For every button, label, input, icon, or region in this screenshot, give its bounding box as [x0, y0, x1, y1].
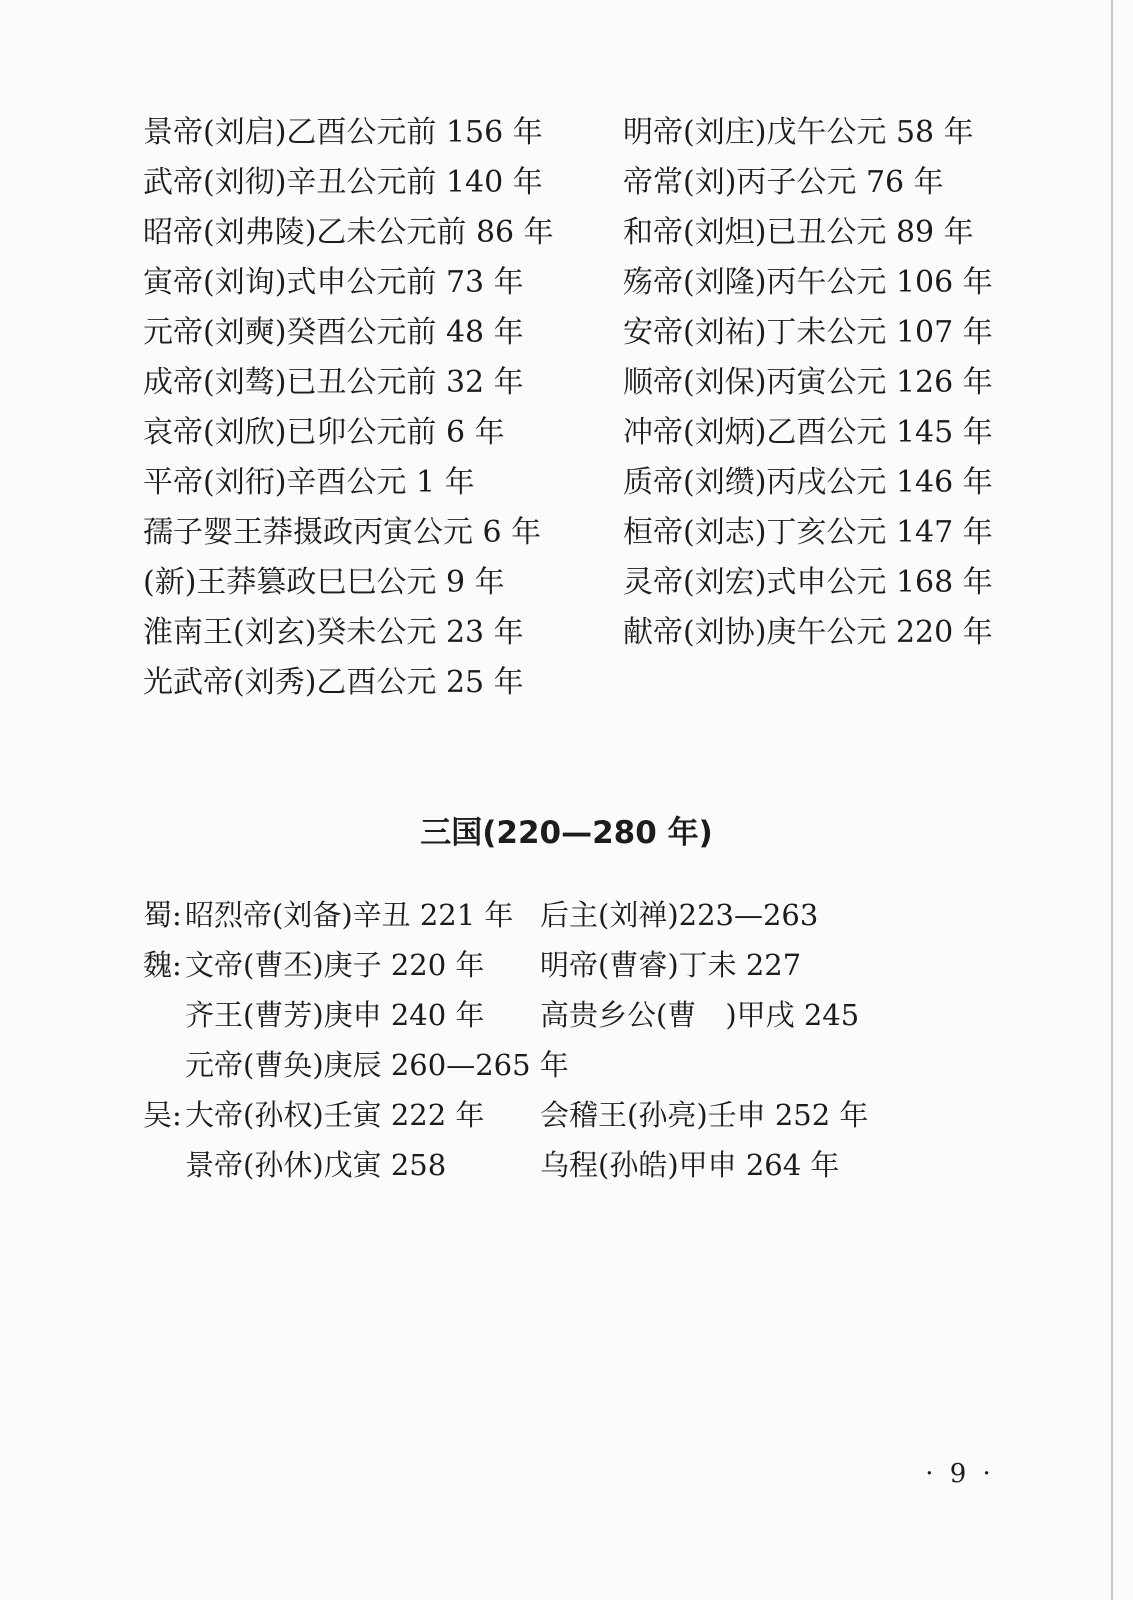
list-item: 淮南王(刘玄)癸未公元 23 年	[143, 615, 524, 650]
kingdom-name: 吴:	[143, 1098, 182, 1132]
list-item: 帝常(刘)丙子公元 76 年	[623, 165, 944, 200]
ruler-entry: 大帝(孙权)壬寅 222 年	[185, 1098, 485, 1132]
kingdom-name: 蜀:	[143, 898, 182, 932]
list-item: 殇帝(刘隆)丙午公元 106 年	[623, 265, 993, 300]
list-item: 献帝(刘协)庚午公元 220 年	[623, 615, 993, 650]
list-item: 成帝(刘骜)已丑公元前 32 年	[143, 365, 524, 400]
ruler-entry: 齐王(曹芳)庚申 240 年	[185, 998, 485, 1032]
han-emperor-list-right	[623, 108, 993, 658]
page-edge-line	[1111, 0, 1113, 1600]
list-item: 哀帝(刘欣)已卯公元前 6 年	[143, 415, 505, 450]
list-item: 昭帝(刘弗陵)乙未公元前 86 年	[143, 215, 554, 250]
list-item: 冲帝(刘炳)乙酉公元 145 年	[623, 415, 993, 450]
kingdom-name: 魏:	[143, 948, 182, 982]
han-emperor-list-left	[143, 108, 554, 708]
list-item: 孺子婴王莽摄政丙寅公元 6 年	[143, 515, 542, 550]
list-item: 顺帝(刘保)丙寅公元 126 年	[623, 365, 993, 400]
ruler-entry: 高贵乡公(曹 )甲戌 245	[540, 998, 860, 1032]
list-item: 武帝(刘彻)辛丑公元前 140 年	[143, 165, 543, 200]
ruler-entry: 乌程(孙皓)甲申 264 年	[540, 1148, 840, 1182]
list-item: 和帝(刘炟)已丑公元 89 年	[623, 215, 974, 250]
list-item: 元帝(刘奭)癸酉公元前 48 年	[143, 315, 524, 350]
ruler-entry: 明帝(曹睿)丁未 227	[540, 948, 802, 982]
list-item: 光武帝(刘秀)乙酉公元 25 年	[143, 665, 524, 700]
ruler-entry: 元帝(曹奂)庚辰 260—265 年	[185, 1048, 569, 1082]
list-item: 明帝(刘庄)戊午公元 58 年	[623, 115, 974, 150]
page-number: · 9 ·	[925, 1459, 995, 1489]
list-item: (新)王莽篡政巳巳公元 9 年	[143, 565, 505, 600]
list-item: 寅帝(刘询)式申公元前 73 年	[143, 265, 524, 300]
list-item: 灵帝(刘宏)式申公元 168 年	[623, 565, 993, 600]
ruler-entry: 后主(刘禅)223—263	[540, 898, 819, 932]
list-item: 桓帝(刘志)丁亥公元 147 年	[623, 515, 993, 550]
list-item: 质帝(刘缵)丙戌公元 146 年	[623, 465, 993, 500]
ruler-entry: 景帝(孙休)戊寅 258	[185, 1148, 447, 1182]
section-title-three-kingdoms: 三国(220—280 年)	[420, 815, 713, 851]
ruler-entry: 文帝(曹丕)庚子 220 年	[185, 948, 485, 982]
list-item: 平帝(刘衎)辛酉公元 1 年	[143, 465, 475, 500]
ruler-entry: 昭烈帝(刘备)辛丑 221 年	[185, 898, 514, 932]
ruler-entry: 会稽王(孙亮)壬申 252 年	[540, 1098, 869, 1132]
list-item: 景帝(刘启)乙酉公元前 156 年	[143, 115, 543, 150]
list-item: 安帝(刘祐)丁未公元 107 年	[623, 315, 993, 350]
